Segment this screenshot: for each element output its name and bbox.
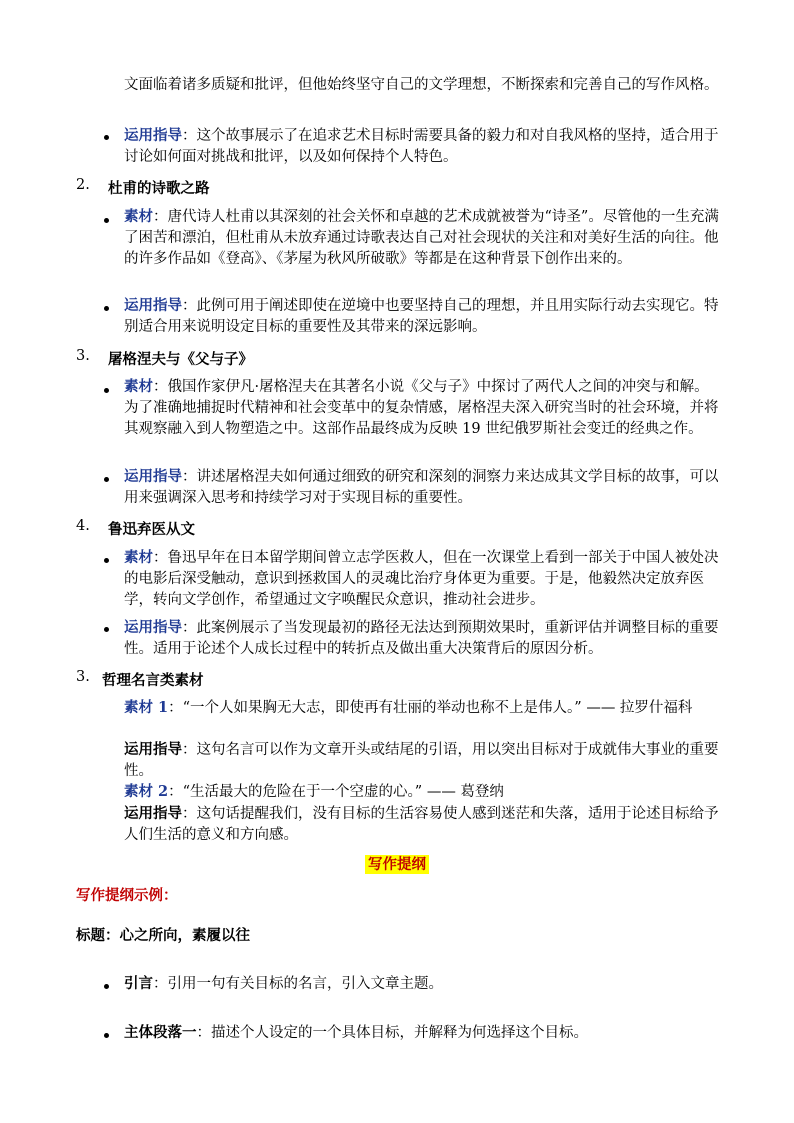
usage-text: ：讲述屠格涅夫如何通过细致的研究和深刻的洞察力来达成其文学目标的故事，可以用来强调深入思考和持续学习对于实现目标的重要性。	[124, 469, 719, 506]
outline-item-text: ：引用一句有关目标的名言，引入文章主题。	[153, 976, 443, 992]
outline-title-text: 心之所向，素履以往	[119, 927, 250, 944]
section-title: 哲理名言类素材	[102, 672, 204, 689]
material-paragraph	[124, 376, 720, 440]
usage-paragraph	[124, 617, 720, 660]
bullet-icon	[104, 1033, 109, 1038]
material-label: 素材	[124, 549, 153, 566]
bullet-icon	[104, 984, 109, 989]
material-paragraph	[124, 547, 720, 611]
material-label: 素材 1	[124, 699, 169, 716]
bullet-icon	[104, 218, 109, 223]
outline-item-text: ：描述个人设定的一个具体目标，并解释为何选择这个目标。	[196, 1025, 588, 1041]
quote-material-1	[124, 697, 720, 719]
outline-item-label: 主体段落一	[124, 1024, 197, 1041]
usage-text: ：此例可用于阐述即使在逆境中也要坚持自己的理想，并且用实际行动去实现它。特别适合用来说明设定目标的重要性及其带来的深远影响。	[124, 298, 719, 335]
usage-label: 运用指导	[124, 127, 182, 144]
section-number: 3.	[76, 348, 90, 364]
outline-banner-row	[0, 853, 794, 874]
outline-example-heading: 写作提纲示例：	[76, 887, 178, 904]
material-label: 素材 2	[124, 783, 169, 800]
bullet-icon	[104, 388, 109, 393]
material-text: ：“一个人如果胸无大志，即使再有壮丽的举动也称不上是伟人。” —— 拉罗什福科	[168, 700, 693, 716]
outline-item	[124, 973, 724, 995]
bullet-icon	[104, 477, 109, 482]
usage-label: 运用指导	[124, 297, 182, 314]
usage-label: 运用指导	[124, 468, 182, 485]
material-paragraph	[124, 206, 720, 270]
bullet-icon	[104, 135, 109, 140]
outline-item	[124, 1022, 724, 1044]
bullet-icon	[104, 558, 109, 563]
material-text: ：“生活最大的危险在于一个空虚的心。” —— 葛登纳	[168, 784, 504, 800]
usage-text: ：这句名言可以作为文章开头或结尾的引语，用以突出目标对于成就伟大事业的重要性。	[124, 742, 719, 779]
usage-label: 运用指导	[124, 741, 182, 758]
usage-text: ：这个故事展示了在追求艺术目标时需要具备的毅力和对自我风格的坚持，适合用于讨论如何面对挑战和批评，以及如何保持个人特色。	[124, 128, 719, 165]
usage-label: 运用指导	[124, 805, 182, 822]
outline-item-label: 引言	[124, 975, 153, 992]
bullet-icon	[104, 306, 109, 311]
material-label: 素材	[124, 208, 153, 225]
quote-material-2	[124, 781, 720, 803]
outline-title	[76, 925, 250, 946]
section-title: 鲁迅弃医从文	[108, 521, 195, 538]
material-text: ：鲁迅早年在日本留学期间曾立志学医救人，但在一次课堂上看到一部关于中国人被处决的电影后深受触动，意识到拯救国人的灵魂比治疗身体更为重要。于是，他毅然决定放弃医学，转向文学创作，希望通过文字唤醒民众意识，推动社会进步。	[124, 550, 719, 608]
usage-paragraph	[124, 295, 720, 338]
outline-banner: 写作提纲	[365, 855, 429, 874]
quote-usage-1	[124, 739, 720, 782]
usage-paragraph	[124, 466, 720, 509]
material-text: ：唐代诗人杜甫以其深刻的社会关怀和卓越的艺术成就被誉为“诗圣”。尽管他的一生充满了困苦和漂泊，但杜甫从未放弃通过诗歌表达自己对社会现状的关注和对美好生活的向往。他的许多作品如《登高》、《茅屋为秋风所破歌》等都是在这种背景下创作出来的。	[124, 209, 719, 267]
usage-text: ：此案例展示了当发现最初的路径无法达到预期效果时，重新评估并调整目标的重要性。适用于论述个人成长过程中的转折点及做出重大决策背后的原因分析。	[124, 620, 719, 657]
outline-title-label: 标题：	[76, 927, 120, 944]
section-number: 3.	[76, 669, 90, 685]
usage-label: 运用指导	[124, 619, 182, 636]
section-title: 屠格涅夫与《父与子》	[108, 351, 253, 368]
quote-usage-2	[124, 803, 720, 846]
continuation-text: 文面临着诸多质疑和批评，但他始终坚守自己的文学理想，不断探索和完善自己的写作风格。	[124, 77, 719, 93]
material-label: 素材	[124, 378, 153, 395]
material-text: ：俄国作家伊凡·屠格涅夫在其著名小说《父与子》中探讨了两代人之间的冲突与和解。为了准确地捕捉时代精神和社会变革中的复杂情感，屠格涅夫深入研究当时的社会环境，并将其观察融入到人物塑造之中。这部作品最终成为反映 19 世纪俄罗斯社会变迁的经典之作。	[124, 379, 719, 437]
section-title: 杜甫的诗歌之路	[108, 180, 210, 197]
usage-paragraph-1	[124, 125, 728, 168]
section-number: 4.	[76, 518, 90, 534]
usage-text: ：这句话提醒我们，没有目标的生活容易使人感到迷茫和失落，适用于论述目标给予人们生活的意义和方向感。	[124, 806, 719, 843]
bullet-icon	[104, 627, 109, 632]
section-number: 2.	[76, 177, 90, 193]
